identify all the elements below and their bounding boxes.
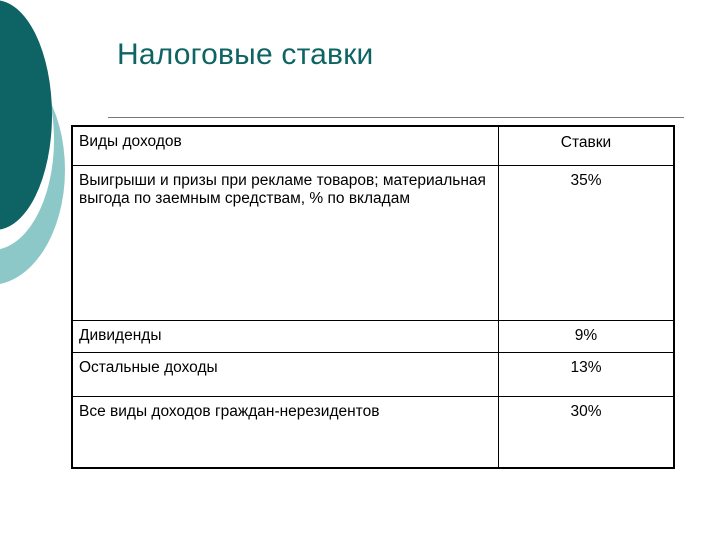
tax-rate: 30% [570,402,602,420]
header-label: Виды доходов [79,133,182,150]
header-cell-income-type [73,127,499,165]
table-header-row [73,127,673,165]
income-type: Все виды доходов граждан-нерезидентов [79,402,380,420]
title-divider [108,117,684,118]
tax-rate: 35% [570,171,602,189]
income-type: Выигрыши и призы при рекламе товаров; материальная выгода по заемным средствам, % по вкладам [79,171,486,207]
header-cell-rate [499,127,674,165]
tax-rate: 13% [570,358,602,376]
table-row [73,320,673,352]
header-label: Ставки [560,134,612,151]
tax-rates-table [71,125,675,469]
table-row [73,165,673,320]
slide-title: Налоговые ставки [117,38,374,71]
income-type: Остальные доходы [79,358,218,376]
tax-rate: 9% [574,326,598,344]
table-row [73,352,673,396]
table-row [73,396,673,467]
income-type: Дивиденды [79,326,162,344]
